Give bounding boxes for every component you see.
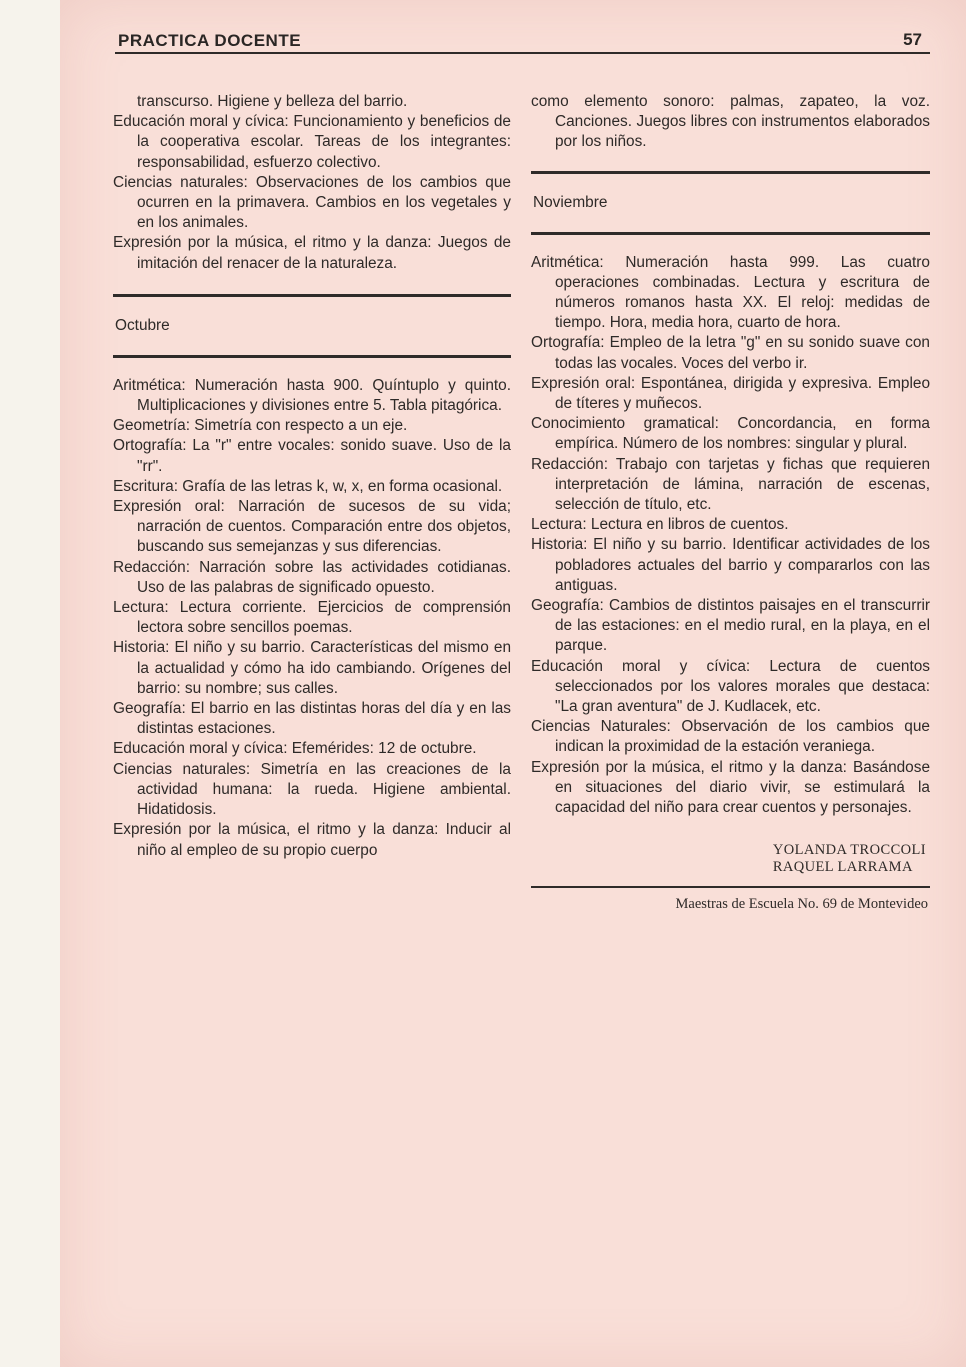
list-item: Ortografía: La "r" entre vocales: sonido suave. Uso de la "rr".: [113, 437, 511, 475]
list-item: Educación moral y cívica: Efemérides: 12 de octubre.: [113, 740, 477, 758]
signature-block: [773, 842, 926, 876]
list-item: Expresión oral: Espontánea, dirigida y expresiva. Empleo de títeres y muñecos.: [531, 374, 930, 413]
list-item: Expresión por la música, el ritmo y la danza: Inducir al niño al empleo de su propio cuerpo: [113, 821, 511, 859]
list-item: Historia: El niño y su barrio. Identificar actividades de los pobladores actuales del barrio y compararlos con las antiguas.: [531, 536, 930, 594]
list-item: Educación moral y cívica: Funcionamiento y beneficios de la cooperativa escolar. Tareas de los integrantes: responsabilidad, esfuerzo colectivo.: [113, 113, 511, 171]
list-item: Historia: El niño y su barrio. Características del mismo en la actualidad y cómo ha ido cambiando. Orígenes del barrio: su nombre; sus calles.: [113, 639, 511, 697]
credit-rule: [531, 886, 930, 888]
left-column: [113, 92, 511, 861]
list-item: Lectura: Lectura en libros de cuentos.: [531, 516, 789, 534]
list-item: como elemento sonoro: palmas, zapateo, la voz. Canciones. Juegos libres con instrumentos elaborados por los niños.: [531, 93, 930, 151]
list-item: Geografía: Cambios de distintos paisajes en el transcurrir de las estaciones: en el medio rural, en la playa, en el parque.: [531, 597, 930, 655]
list-item: Ciencias naturales: Observaciones de los cambios que ocurren en la primavera. Cambios en los vegetales y en los animales.: [113, 173, 511, 232]
list-item: Expresión por la música, el ritmo y la danza: Juegos de imitación del renacer de la naturaleza.: [113, 234, 511, 272]
list-item: Lectura: Lectura corriente. Ejercicios de comprensión lectora sobre sencillos poemas.: [113, 599, 511, 637]
section-title-noviembre: Noviembre: [533, 193, 608, 211]
list-item: Expresión oral: Narración de sucesos de su vida; narración de cuentos. Comparación entre dos objetos, buscando sus semejanzas y sus diferencias.: [113, 498, 511, 556]
list-item: Conocimiento gramatical: Concordancia, en forma empírica. Número de los nombres: singular y plural.: [531, 415, 930, 453]
left-intro: [113, 92, 511, 274]
list-item: Aritmética: Numeración hasta 900. Quíntuplo y quinto. Multiplicaciones y divisiones entre 5. Tabla pitagórica.: [113, 376, 511, 415]
page-header: [115, 28, 930, 58]
list-item: Ortografía: Empleo de la letra "g" en su sonido suave con todas las vocales. Voces del verbo ir.: [531, 334, 930, 372]
list-item: Ciencias Naturales: Observación de los cambios que indican la proximidad de la estación veraniega.: [531, 718, 930, 756]
list-item: Redacción: Narración sobre las actividades cotidianas. Uso de las palabras de significado opuesto.: [113, 558, 511, 596]
list-item: Ciencias naturales: Simetría en las creaciones de la actividad humana: la rueda. Higiene ambiental. Hidatidosis.: [113, 760, 511, 819]
list-item: Escritura: Grafía de las letras k, w, x, en forma ocasional.: [113, 477, 503, 495]
right-intro: [531, 92, 930, 153]
signature: [531, 842, 930, 876]
author-name: RAQUEL LARRAMA: [772, 859, 913, 876]
list-item: Aritmética: Numeración hasta 999. Las cuatro operaciones combinadas. Lectura y escritura de números romanos hasta XX. El reloj: medidas de tiempo. Hora, media hora, cuarto de hora.: [531, 253, 930, 332]
list-item: transcurso. Higiene y belleza del barrio.: [137, 93, 408, 110]
running-title: PRACTICA DOCENTE: [118, 31, 302, 50]
list-item: Geometría: Simetría con respecto a un eje.: [113, 417, 408, 435]
list-item: Geografía: El barrio en las distintas horas del día y en las distintas estaciones.: [113, 700, 511, 738]
noviembre-entries: [531, 253, 930, 819]
list-item: Educación moral y cívica: Lectura de cuentos seleccionados por los valores morales que destaca: "La gran aventura" de J. Kudlacek, etc.: [531, 657, 930, 716]
page-number: 57: [903, 30, 922, 49]
section-title-octubre: Octubre: [115, 316, 170, 334]
header-rule: [115, 52, 930, 54]
author-name: YOLANDA TROCCOLI: [772, 842, 926, 859]
right-column: [531, 92, 930, 914]
author-credit: Maestras de Escuela No. 69 de Montevideo: [675, 895, 928, 912]
list-item: Expresión por la música, el ritmo y la danza: Basándose en situaciones del diario vivir, se estimulará la capacidad del niño para crear cuentos y personajes.: [531, 758, 930, 817]
list-item: Redacción: Trabajo con tarjetas y fichas que requieren interpretación de lámina, narración de escenas, selección de título, etc.: [531, 455, 930, 514]
octubre-entries: [113, 376, 511, 861]
